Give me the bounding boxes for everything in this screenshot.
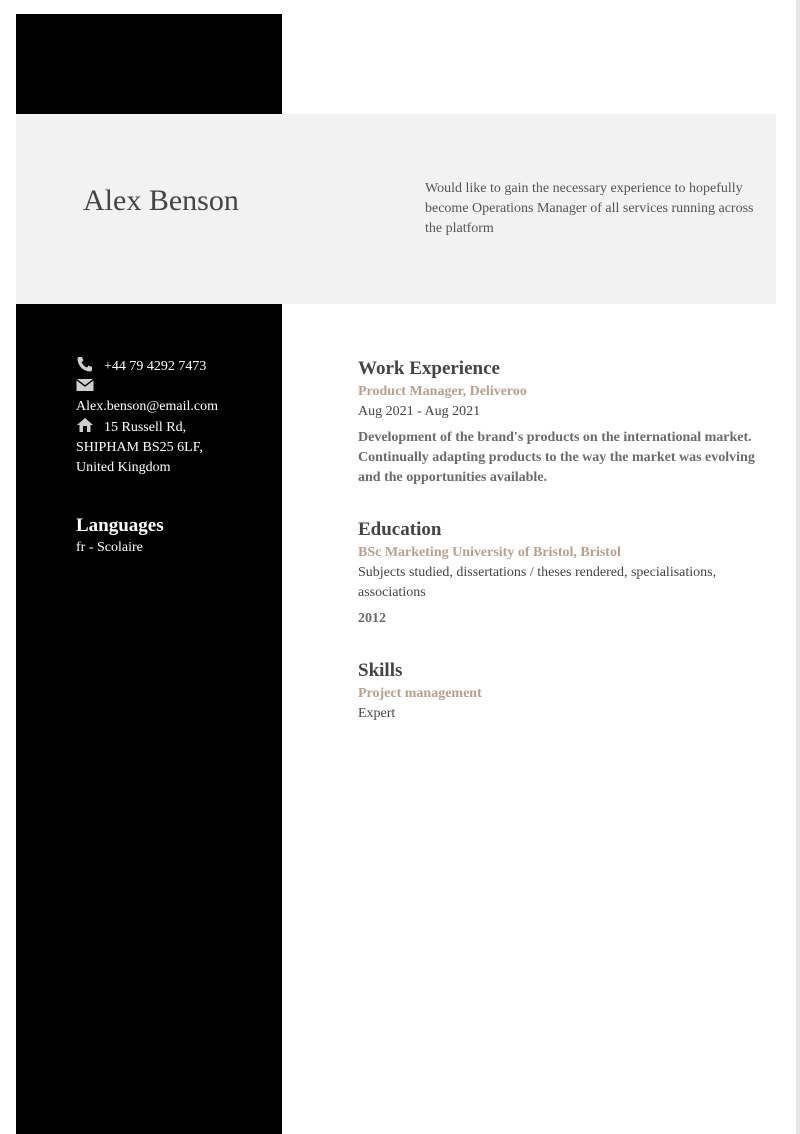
sidebar-top-block — [16, 14, 282, 114]
phone-row — [76, 356, 256, 377]
candidate-name: Alex Benson — [83, 184, 239, 217]
job-title: Product Manager, Deliveroo — [358, 384, 527, 399]
career-objective: Would like to gain the necessary experience to hopefully become Operations Manager of all services running across the platform — [425, 181, 754, 236]
header-band — [16, 114, 776, 304]
job-description: Development of the brand's products on the international market. Continually adapting products to the way the market was evolving and the opportunities available. — [358, 430, 755, 485]
address-line-2: SHIPHAM BS25 6LF, — [76, 440, 203, 455]
work-experience-section — [358, 356, 758, 488]
mail-icon — [76, 378, 94, 392]
main-content — [358, 356, 758, 753]
phone-number: +44 79 4292 7473 — [104, 359, 207, 374]
languages-heading: Languages — [76, 515, 164, 536]
education-section — [358, 517, 758, 629]
skills-heading: Skills — [358, 660, 403, 681]
sidebar — [16, 304, 282, 1134]
languages-section — [76, 514, 266, 558]
home-icon — [76, 417, 94, 433]
degree-title: BSc Marketing University of Bristol, Bristol — [358, 545, 621, 560]
education-year: 2012 — [358, 611, 386, 626]
skill-level: Expert — [358, 706, 396, 721]
email-address[interactable]: Alex.benson@email.com — [76, 399, 218, 414]
address-line-1: 15 Russell Rd, — [104, 420, 187, 435]
address-line-3: United Kingdom — [76, 460, 171, 475]
skills-section — [358, 658, 758, 724]
education-details: Subjects studied, dissertations / theses rendered, specialisations, associations — [358, 565, 717, 600]
email-icon-row — [76, 377, 256, 397]
work-experience-heading: Work Experience — [358, 358, 500, 379]
education-heading: Education — [358, 519, 442, 540]
address-row — [76, 417, 256, 438]
language-item: fr - Scolaire — [76, 540, 143, 555]
contact-block — [76, 356, 256, 478]
skill-name: Project management — [358, 686, 482, 701]
scrollbar[interactable] — [796, 0, 800, 1134]
phone-icon — [76, 356, 94, 372]
job-dates: Aug 2021 - Aug 2021 — [358, 404, 481, 419]
